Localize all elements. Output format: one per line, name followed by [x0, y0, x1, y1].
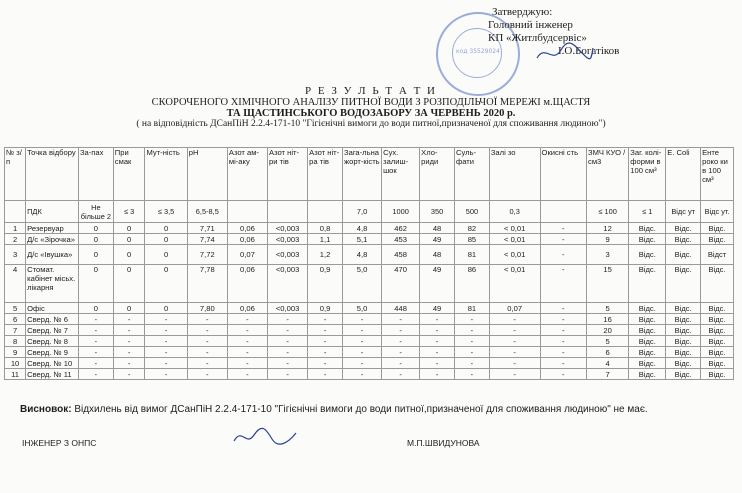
table-cell: 8 [5, 336, 26, 347]
table-cell: < 0,01 [489, 223, 540, 234]
table-cell: 0,07 [489, 303, 540, 314]
sampling-point-cell: Сверд. № 9 [26, 347, 79, 358]
table-cell: - [308, 314, 343, 325]
table-cell: - [343, 336, 382, 347]
table-cell: 6 [587, 347, 629, 358]
table-cell: - [489, 347, 540, 358]
table-cell [5, 201, 26, 223]
table-cell: Відс. [666, 265, 701, 303]
table-cell: ≤ 100 [587, 201, 629, 223]
table-cell: - [343, 314, 382, 325]
table-cell: 5 [587, 303, 629, 314]
approval-organization: КП «Житлбудсервіс» [488, 32, 587, 44]
table-cell: - [540, 314, 586, 325]
table-cell: - [227, 358, 267, 369]
table-cell: 4,8 [343, 245, 382, 265]
table-cell: 0,9 [308, 303, 343, 314]
table-cell: - [113, 325, 145, 336]
sampling-point-cell: ПДК [26, 201, 79, 223]
table-cell: 1,1 [308, 234, 343, 245]
sampling-point-cell: Д/с «Зірочка» [26, 234, 79, 245]
table-cell: 12 [587, 223, 629, 234]
approval-position: Головний інженер [488, 19, 573, 31]
column-header: ЗМЧ КУО / см3 [587, 148, 629, 201]
table-cell: 0,06 [227, 265, 267, 303]
table-cell: - [454, 325, 489, 336]
table-cell: - [227, 325, 267, 336]
table-cell: 0 [78, 223, 113, 234]
document-title [0, 85, 742, 130]
table-cell: - [454, 369, 489, 380]
title-analysis: СКОРОЧЕНОГО ХІМІЧНОГО АНАЛІЗУ ПИТНОЇ ВОДИ З РОЗПОДІЛЬЧОЇ МЕРЕЖІ м.ЩАСТЯ [151, 97, 591, 108]
table-cell: - [268, 358, 308, 369]
table-cell: - [113, 358, 145, 369]
table-cell: 48 [420, 223, 455, 234]
table-cell: - [343, 358, 382, 369]
engineer-signature [230, 425, 300, 449]
table-cell: - [420, 358, 455, 369]
table-row [5, 245, 734, 265]
table-cell: 4 [5, 265, 26, 303]
table-cell: 0 [145, 265, 187, 303]
table-cell: 0 [113, 265, 145, 303]
table-cell: Відс. [629, 303, 666, 314]
table-cell: Відс. [629, 347, 666, 358]
table-cell: - [227, 314, 267, 325]
column-header: Залі зо [489, 148, 540, 201]
table-cell: - [489, 325, 540, 336]
sampling-point-cell: Сверд. № 7 [26, 325, 79, 336]
table-cell: - [268, 325, 308, 336]
table-cell: Відс ут [666, 201, 701, 223]
table-cell: 7,78 [187, 265, 227, 303]
table-cell: 0,9 [308, 265, 343, 303]
table-cell: - [382, 358, 420, 369]
table-cell: 3 [5, 245, 26, 265]
table-cell: - [308, 347, 343, 358]
table-cell: - [227, 369, 267, 380]
table-cell: Відс. [701, 369, 734, 380]
table-cell: - [420, 325, 455, 336]
table-cell: - [382, 369, 420, 380]
table-cell: Відс. [629, 265, 666, 303]
table-cell: - [308, 325, 343, 336]
table-cell: 4 [587, 358, 629, 369]
table-cell: 0 [78, 303, 113, 314]
table-cell: Відст [701, 245, 734, 265]
column-header: Азот ніт-ри тів [268, 148, 308, 201]
table-cell: Відс. [629, 314, 666, 325]
table-cell: - [187, 336, 227, 347]
table-cell: <0,003 [268, 265, 308, 303]
table-cell: 448 [382, 303, 420, 314]
approval-name: І.О.Богатіков [558, 45, 620, 57]
table-cell: - [145, 325, 187, 336]
column-header: Суль-фати [454, 148, 489, 201]
table-cell: 350 [420, 201, 455, 223]
table-cell: Відс. [701, 314, 734, 325]
column-header: Азот ам-мі-аку [227, 148, 267, 201]
table-cell: <0,003 [268, 245, 308, 265]
table-cell: 7,74 [187, 234, 227, 245]
table-cell: 0 [145, 234, 187, 245]
table-cell: - [454, 336, 489, 347]
table-cell: - [187, 325, 227, 336]
table-cell: - [145, 369, 187, 380]
table-cell: - [489, 358, 540, 369]
table-cell: Відс. [701, 325, 734, 336]
column-header: Окисні сть [540, 148, 586, 201]
table-cell: Відс. [629, 223, 666, 234]
table-cell: 453 [382, 234, 420, 245]
conclusion-label: Висновок: [20, 404, 72, 415]
column-header: Е. Coli [666, 148, 701, 201]
table-cell: < 0,01 [489, 265, 540, 303]
norm-row [5, 201, 734, 223]
table-cell: - [113, 347, 145, 358]
table-cell: Відс ут. [701, 201, 734, 223]
table-cell: 5,0 [343, 303, 382, 314]
conclusion-text: Відхилень від вимог ДСанПіН 2.2.4-171-10 "Гігієнічні вимоги до води питної,призначеної для споживання людиною" не має. [71, 404, 648, 415]
table-cell: 49 [420, 234, 455, 245]
table-cell: 0,3 [489, 201, 540, 223]
table-cell: - [540, 325, 586, 336]
table-cell: Відс. [629, 358, 666, 369]
table-cell: 0 [78, 245, 113, 265]
table-cell: 2 [5, 234, 26, 245]
table-cell: - [540, 303, 586, 314]
table-cell: Відс. [701, 265, 734, 303]
table-cell: 11 [5, 369, 26, 380]
table-cell: - [268, 314, 308, 325]
table-cell: 5,0 [343, 265, 382, 303]
table-cell: 82 [454, 223, 489, 234]
table-cell: 9 [587, 234, 629, 245]
table-cell: - [308, 358, 343, 369]
table-cell: - [78, 336, 113, 347]
column-header: За-пах [78, 148, 113, 201]
table-cell: - [308, 336, 343, 347]
table-cell: - [420, 369, 455, 380]
table-row [5, 314, 734, 325]
table-cell: Відс. [666, 369, 701, 380]
sampling-point-cell: Офіс [26, 303, 79, 314]
table-cell: - [78, 314, 113, 325]
table-row [5, 234, 734, 245]
table-cell: Відс. [629, 369, 666, 380]
table-cell: 4,8 [343, 223, 382, 234]
table-cell: 500 [454, 201, 489, 223]
table-cell: - [420, 336, 455, 347]
table-cell: 7,80 [187, 303, 227, 314]
column-header: pH [187, 148, 227, 201]
table-cell: 0,06 [227, 223, 267, 234]
table-cell: - [145, 314, 187, 325]
engineer-role: ІНЖЕНЕР З ОНПС [22, 438, 97, 448]
table-cell: Відс. [666, 314, 701, 325]
column-header: Азот ніт-ра тів [308, 148, 343, 201]
table-cell [540, 201, 586, 223]
stamp-text: код 35529024 [456, 48, 500, 55]
table-cell: - [145, 347, 187, 358]
table-cell: 6,5-8,5 [187, 201, 227, 223]
table-cell: Відс. [629, 234, 666, 245]
table-cell: Відс. [701, 223, 734, 234]
column-header: Хло-риди [420, 148, 455, 201]
table-cell: 86 [454, 265, 489, 303]
table-cell: - [540, 223, 586, 234]
table-cell: Відс. [701, 358, 734, 369]
table-cell: 5 [5, 303, 26, 314]
table-cell: 49 [420, 303, 455, 314]
table-cell: 49 [420, 265, 455, 303]
table-cell: 6 [5, 314, 26, 325]
column-header: № з/п [5, 148, 26, 201]
table-cell: Відс. [629, 336, 666, 347]
table-cell: - [489, 314, 540, 325]
table-cell: 0,06 [227, 303, 267, 314]
sampling-point-cell: Сверд. № 8 [26, 336, 79, 347]
table-cell: - [382, 314, 420, 325]
table-cell: - [454, 347, 489, 358]
table-cell: Відс. [701, 336, 734, 347]
table-cell: - [343, 369, 382, 380]
table-cell: 0 [113, 234, 145, 245]
table-cell: - [113, 369, 145, 380]
table-cell: Відс. [666, 245, 701, 265]
table-cell: - [113, 314, 145, 325]
table-cell: - [540, 358, 586, 369]
title-standard: ( на відповідність ДСанПіН 2.2.4-171-10 "Гігієнічні вимоги до води питної,призначеної для споживання людиною") [136, 119, 606, 129]
table-cell: - [268, 336, 308, 347]
table-cell: - [113, 336, 145, 347]
table-row [5, 265, 734, 303]
table-cell: - [78, 325, 113, 336]
table-cell: 0 [78, 265, 113, 303]
table-row [5, 369, 734, 380]
sampling-point-cell: Резервуар [26, 223, 79, 234]
engineer-name: М.П.ШВИДУНОВА [407, 438, 480, 448]
table-header-row [5, 148, 734, 201]
table-cell: Не більше 2 [78, 201, 113, 223]
table-cell: Відс. [666, 234, 701, 245]
table-cell: Відс. [629, 245, 666, 265]
table-row [5, 303, 734, 314]
column-header: Сух. залиш-шок [382, 148, 420, 201]
table-cell: - [78, 347, 113, 358]
table-cell: 0,07 [227, 245, 267, 265]
sampling-point-cell: Сверд. № 6 [26, 314, 79, 325]
table-row [5, 358, 734, 369]
table-cell: - [78, 358, 113, 369]
table-cell: 0 [113, 303, 145, 314]
table-cell: - [268, 369, 308, 380]
table-cell: 3 [587, 245, 629, 265]
table-cell: ≤ 1 [629, 201, 666, 223]
table-cell: 48 [420, 245, 455, 265]
approval-block [488, 6, 738, 58]
table-cell: Відс. [666, 223, 701, 234]
table-cell: - [454, 358, 489, 369]
title-period: ТА ЩАСТИНСЬКОГО ВОДОЗАБОРУ ЗА ЧЕРВЕНЬ 2020 р. [226, 108, 516, 119]
table-cell: < 0,01 [489, 234, 540, 245]
table-cell: - [540, 369, 586, 380]
table-cell: Відс. [666, 347, 701, 358]
table-cell: 1000 [382, 201, 420, 223]
table-cell: <0,003 [268, 223, 308, 234]
table-cell: 7,72 [187, 245, 227, 265]
table-cell: Відс. [666, 358, 701, 369]
column-header: Зага-льна жорт-кість [343, 148, 382, 201]
table-cell: 7,0 [343, 201, 382, 223]
results-table [4, 147, 734, 380]
table-cell: - [540, 347, 586, 358]
table-cell: 5 [587, 336, 629, 347]
table-cell: - [540, 234, 586, 245]
table-cell: 1 [5, 223, 26, 234]
column-header: Мут-ність [145, 148, 187, 201]
table-cell: < 0,01 [489, 245, 540, 265]
table-cell: 0,06 [227, 234, 267, 245]
sampling-point-cell: Сверд. № 10 [26, 358, 79, 369]
column-header: Точка відбору [26, 148, 79, 201]
table-cell: - [187, 358, 227, 369]
table-cell: 85 [454, 234, 489, 245]
table-cell: Відс. [629, 325, 666, 336]
table-cell: - [540, 336, 586, 347]
approval-heading: Затверджую: [492, 6, 553, 18]
table-cell: 458 [382, 245, 420, 265]
table-cell: Відс. [701, 303, 734, 314]
table-cell: - [382, 347, 420, 358]
conclusion [20, 404, 735, 415]
table-cell [227, 201, 267, 223]
table-cell: - [420, 314, 455, 325]
column-header: При смак [113, 148, 145, 201]
table-cell: 462 [382, 223, 420, 234]
table-cell: - [420, 347, 455, 358]
table-cell: - [382, 325, 420, 336]
table-cell: 0,8 [308, 223, 343, 234]
table-cell: 15 [587, 265, 629, 303]
table-cell: Відс. [666, 336, 701, 347]
table-cell: 20 [587, 325, 629, 336]
table-cell: 7 [587, 369, 629, 380]
table-cell: ≤ 3,5 [145, 201, 187, 223]
table-cell: Відс. [701, 347, 734, 358]
table-cell: 470 [382, 265, 420, 303]
table-cell: 5,1 [343, 234, 382, 245]
table-cell: - [227, 336, 267, 347]
table-cell [308, 201, 343, 223]
column-header: Енте роко ки в 100 см³ [701, 148, 734, 201]
table-cell: 0 [145, 223, 187, 234]
table-cell: Відс. [666, 325, 701, 336]
table-cell: - [187, 314, 227, 325]
table-cell: - [489, 369, 540, 380]
table-cell: 0 [145, 245, 187, 265]
table-cell: ≤ 3 [113, 201, 145, 223]
table-cell: - [343, 347, 382, 358]
table-cell: 0 [113, 223, 145, 234]
table-row [5, 347, 734, 358]
table-cell: Відс. [666, 303, 701, 314]
table-cell: <0,003 [268, 303, 308, 314]
table-row [5, 325, 734, 336]
table-cell: 0 [113, 245, 145, 265]
sampling-point-cell: Д/с «Івушка» [26, 245, 79, 265]
table-cell: 1,2 [308, 245, 343, 265]
table-cell: - [268, 347, 308, 358]
table-cell: 0 [145, 303, 187, 314]
table-cell: 7 [5, 325, 26, 336]
table-cell: 16 [587, 314, 629, 325]
table-cell: 7,71 [187, 223, 227, 234]
table-cell: - [187, 369, 227, 380]
approval-signature [535, 40, 595, 66]
table-cell: - [145, 358, 187, 369]
table-cell: - [489, 336, 540, 347]
table-cell: - [227, 347, 267, 358]
table-cell: - [145, 336, 187, 347]
table-cell: - [308, 369, 343, 380]
table-cell: 81 [454, 245, 489, 265]
table-cell: - [187, 347, 227, 358]
table-cell [268, 201, 308, 223]
column-header: Заг. колі-форми в 100 см³ [629, 148, 666, 201]
sampling-point-cell: Стомат. кабінет місьх. лікарня [26, 265, 79, 303]
table-cell: 0 [78, 234, 113, 245]
table-cell: - [343, 325, 382, 336]
table-cell: 9 [5, 347, 26, 358]
table-row [5, 336, 734, 347]
table-cell: <0,003 [268, 234, 308, 245]
table-cell: - [540, 265, 586, 303]
table-cell: Відс. [701, 234, 734, 245]
table-cell: - [540, 245, 586, 265]
table-cell: 81 [454, 303, 489, 314]
table-cell: 10 [5, 358, 26, 369]
title-results: Р Е З У Л Ь Т А Т И [305, 85, 437, 97]
table-cell: - [382, 336, 420, 347]
table-cell: - [454, 314, 489, 325]
table-cell: - [78, 369, 113, 380]
sampling-point-cell: Сверд. № 11 [26, 369, 79, 380]
table-row [5, 223, 734, 234]
